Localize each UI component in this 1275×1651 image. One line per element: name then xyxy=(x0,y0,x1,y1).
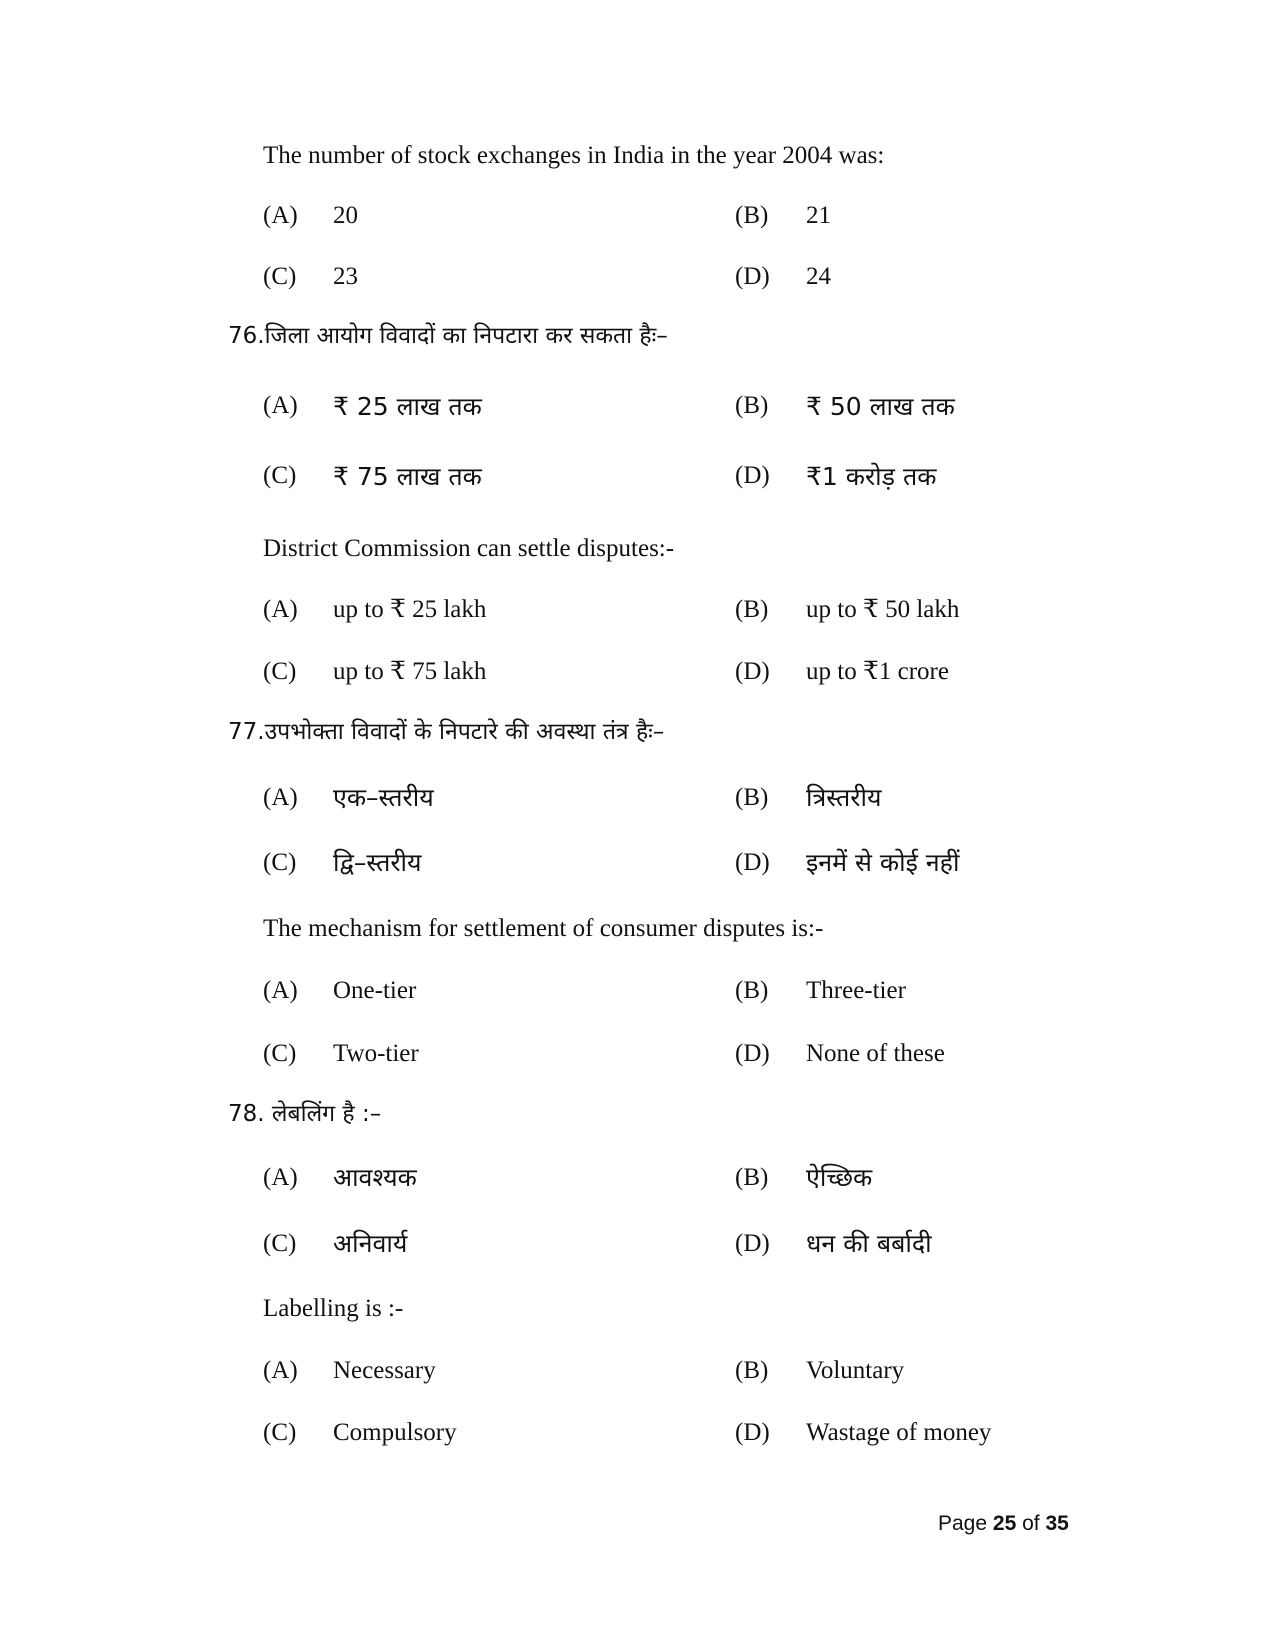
q76-hi-option-b-label: (B) xyxy=(735,392,769,419)
q77-en-option-c-text: Two-tier xyxy=(333,1040,419,1067)
q76-hi-option-d-label: (D) xyxy=(735,462,770,489)
q76-en-option-c-label: (C) xyxy=(263,658,297,685)
q76-hi-option-a-label: (A) xyxy=(263,392,298,419)
q77-hi-option-a-text: एक–स्तरीय xyxy=(333,783,434,812)
q76-en-option-a-text: up to ₹ 25 lakh xyxy=(333,596,487,623)
page-number xyxy=(938,1512,1069,1536)
q78-en-option-b-label: (B) xyxy=(735,1357,769,1384)
q78-en-option-a-text: Necessary xyxy=(333,1357,436,1384)
q78-hi-option-b-text: ऐच्छिक xyxy=(806,1163,873,1192)
q78-en-question: Labelling is :- xyxy=(263,1295,404,1322)
q78-hi-option-a-text: आवश्यक xyxy=(333,1163,417,1192)
q77-en-option-b-text: Three-tier xyxy=(806,977,906,1004)
q78-hi-option-b-label: (B) xyxy=(735,1164,769,1191)
q78-en-option-a-label: (A) xyxy=(263,1357,298,1384)
page-number-current: 25 xyxy=(992,1512,1017,1535)
q77-hi-option-b-label: (B) xyxy=(735,784,769,811)
q75-en-option-c-text: 23 xyxy=(333,263,358,290)
q77-hi-option-d-label: (D) xyxy=(735,849,770,876)
q77-hi-option-c-text: द्वि–स्तरीय xyxy=(333,848,422,877)
q75-en-option-b-text: 21 xyxy=(806,202,831,229)
q77-en-option-a-text: One-tier xyxy=(333,977,417,1004)
q78-hi-question: 78. लेबलिंग है :– xyxy=(228,1101,382,1127)
page-number-total: 35 xyxy=(1045,1512,1069,1535)
q78-en-option-c-label: (C) xyxy=(263,1419,297,1446)
q75-en-option-b-label: (B) xyxy=(735,202,769,229)
q77-hi-question: 77.उपभोक्ता विवादों के निपटारे की अवस्था तंत्र हैः– xyxy=(228,719,665,745)
q76-en-option-c-text: up to ₹ 75 lakh xyxy=(333,658,487,685)
q76-hi-option-c-text: ₹ 75 लाख तक xyxy=(333,462,482,491)
q78-hi-option-a-label: (A) xyxy=(263,1164,298,1191)
q75-en-option-d-text: 24 xyxy=(806,263,831,290)
q76-hi-option-d-text: ₹1 करोड़ तक xyxy=(806,462,937,491)
page-number-of: of xyxy=(1022,1512,1040,1535)
q77-en-option-c-label: (C) xyxy=(263,1040,297,1067)
q78-en-option-d-label: (D) xyxy=(735,1419,770,1446)
q76-en-option-a-label: (A) xyxy=(263,596,298,623)
q78-en-option-b-text: Voluntary xyxy=(806,1357,905,1384)
q77-hi-option-d-text: इनमें से कोई नहीं xyxy=(806,848,960,877)
q76-en-option-d-text: up to ₹1 crore xyxy=(806,658,949,685)
q75-en-question: The number of stock exchanges in India in the year 2004 was: xyxy=(263,142,885,169)
q77-hi-option-a-label: (A) xyxy=(263,784,298,811)
q77-en-option-b-label: (B) xyxy=(735,977,769,1004)
q76-en-option-d-label: (D) xyxy=(735,658,770,685)
q77-hi-option-b-text: त्रिस्तरीय xyxy=(806,783,882,812)
q75-en-option-d-label: (D) xyxy=(735,263,770,290)
q76-hi-option-c-label: (C) xyxy=(263,462,297,489)
q78-en-option-d-text: Wastage of money xyxy=(806,1419,992,1446)
q76-en-option-b-label: (B) xyxy=(735,596,769,623)
page-number-prefix: Page xyxy=(938,1512,988,1535)
q76-en-option-b-text: up to ₹ 50 lakh xyxy=(806,596,960,623)
q77-hi-option-c-label: (C) xyxy=(263,849,297,876)
q76-en-question: District Commission can settle disputes:- xyxy=(263,535,675,562)
q76-hi-option-a-text: ₹ 25 लाख तक xyxy=(333,392,482,421)
q77-en-option-a-label: (A) xyxy=(263,977,298,1004)
q75-en-option-c-label: (C) xyxy=(263,263,297,290)
q78-hi-option-c-text: अनिवार्य xyxy=(333,1229,408,1258)
q76-hi-question: 76.जिला आयोग विवादों का निपटारा कर सकता हैः– xyxy=(228,323,668,349)
q77-en-question: The mechanism for settlement of consumer disputes is:- xyxy=(263,915,824,942)
q78-hi-option-c-label: (C) xyxy=(263,1230,297,1257)
q77-en-option-d-text: None of these xyxy=(806,1040,945,1067)
q78-en-option-c-text: Compulsory xyxy=(333,1419,457,1446)
q77-en-option-d-label: (D) xyxy=(735,1040,770,1067)
q78-hi-option-d-text: धन की बर्बादी xyxy=(806,1229,932,1258)
q76-hi-option-b-text: ₹ 50 लाख तक xyxy=(806,392,955,421)
q75-en-option-a-text: 20 xyxy=(333,202,358,229)
q75-en-option-a-label: (A) xyxy=(263,202,298,229)
q78-hi-option-d-label: (D) xyxy=(735,1230,770,1257)
